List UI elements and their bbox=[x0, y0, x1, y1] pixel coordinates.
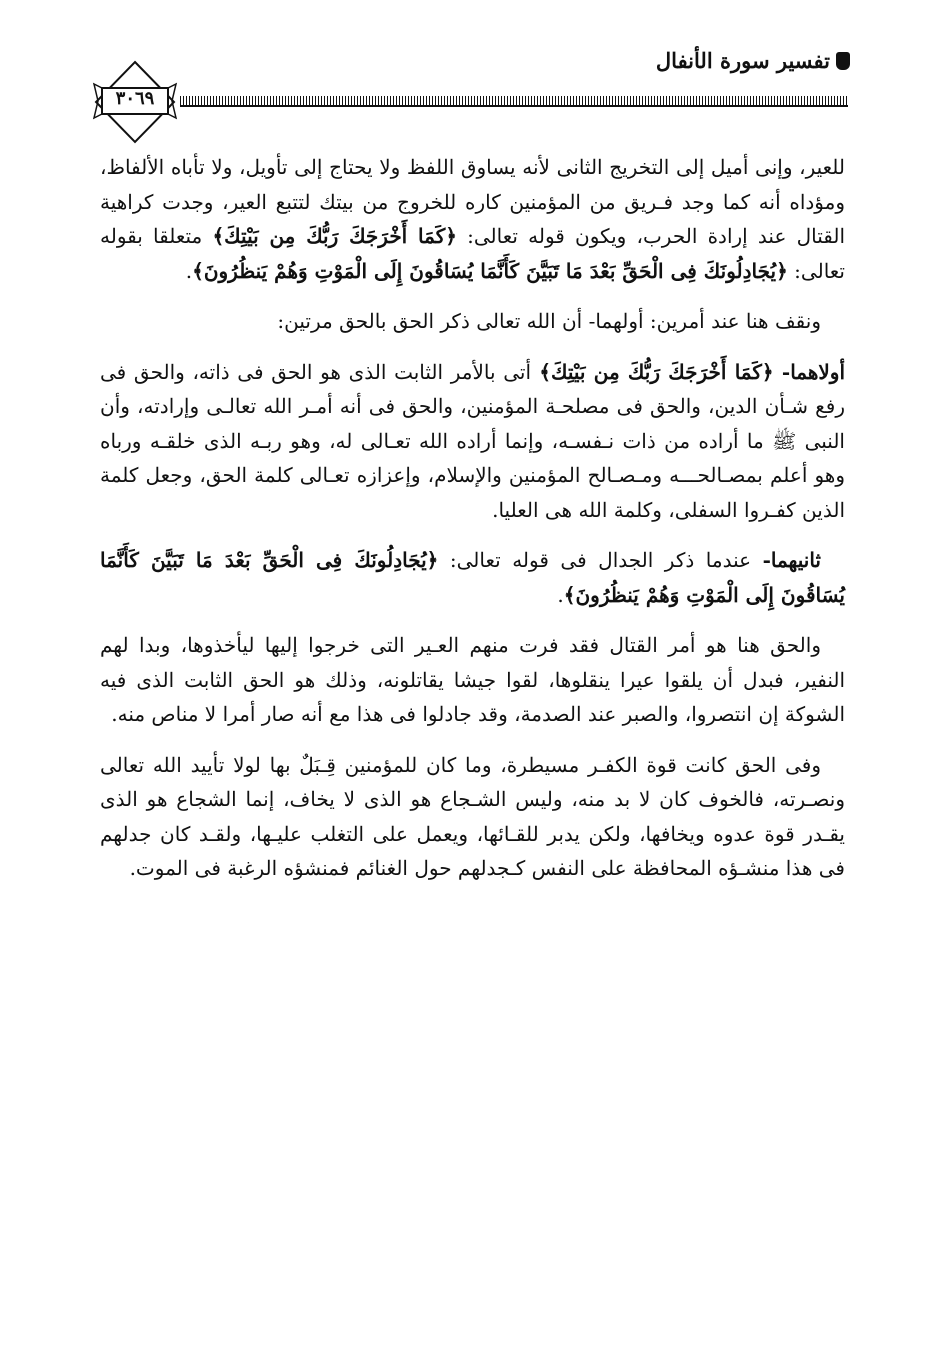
paragraph-3 bbox=[100, 355, 845, 528]
header-rule-line bbox=[180, 105, 848, 107]
quran-quote: ﴿كَمَا أَخْرَجَكَ رَبُّكَ مِن بَيْتِكَ﴾ bbox=[531, 359, 782, 384]
paragraph-text: أتى بالأمر الثابت الذى هو الحق فى ذاته، والحق فى رفع شـأن الدين، والحق فى مصلحـة المؤمنين، والحق فى أنه أمـر الله تعالـى وإرادته، وأن النبى ﷺ ما أراده من ذات نـفسـه، وإنما أراده الله تعـالى له، وهو ربـه الذى خلقـه ورباه وهو أعلم بمصـالحـــه ومـصـالح المؤمنين والإسلام، وإعزازه تعـالى كلمة الحق، وجعل كلمة الذين كفـروا السفلى، وكلمة الله هى العليا. bbox=[100, 359, 845, 522]
ornament-icon bbox=[836, 52, 850, 70]
paragraph-4 bbox=[100, 543, 845, 612]
paragraph-1 bbox=[100, 150, 845, 288]
paragraph-5 bbox=[100, 628, 845, 732]
lead-heading: ثانيهما- bbox=[762, 548, 821, 572]
paragraph-text: متعلقا بقوله تعالى: bbox=[100, 224, 845, 283]
paragraph-text: للعير، وإنى أميل إلى التخريج الثانى لأنه يساوق اللفظ ولا يحتاج إلى تأويل، ولا تأباه الألفاظ، ومؤداه أنه كما وجد فـريق من المؤمنين كاره للخروج من بيتك لتتبع العير، وجدت كراهية القتال عند إرادة الحرب، ويكون قوله تعالى: bbox=[100, 155, 845, 248]
punctuation: . bbox=[557, 582, 564, 607]
lead-heading: أولاهما- bbox=[781, 359, 846, 384]
header-rule bbox=[180, 96, 848, 105]
punctuation: . bbox=[185, 258, 193, 283]
quran-quote: ﴿يُجَادِلُونَكَ فِى الْحَقِّ بَعْدَ مَا تَبَيَّنَ كَأَنَّمَا يُسَاقُونَ إِلَى الْمَوْتِ وَهُمْ يَنظُرُونَ﴾ bbox=[100, 548, 845, 607]
paragraph-2 bbox=[100, 304, 845, 339]
paragraph-text: ونقف هنا عند أمرين: أولهما- أن الله تعالى ذكر الحق بالحق مرتين: bbox=[277, 309, 821, 333]
paragraph-text: عندما ذكر الجدال فى قوله تعالى: bbox=[438, 548, 763, 572]
paragraph-text: والحق هنا هو أمر القتال فقد فرت منهم العـير التى خرجوا إليها ليأخذوها، وبدا لهم النفير، فبدل أن يلقوا عيرا ينقلوها، لقوا جيشا يقاتلونه، وذلك هو الحق الثابت الذى فيه الشوكة إن انتصروا، والصبر عند الصدمة، وقد جادلوا فى هذا مع أنه صار أمرا لا مناص منه. bbox=[100, 633, 845, 726]
page-number: ٣٠٦٩ bbox=[115, 88, 155, 109]
surah-title bbox=[656, 48, 850, 73]
body-text bbox=[100, 150, 845, 886]
quran-quote: ﴿كَمَا أَخْرَجَكَ رَبُّكَ مِن بَيْتِكَ﴾ bbox=[212, 224, 457, 248]
running-header bbox=[90, 38, 850, 148]
header-title-text: تفسير سورة الأنفال bbox=[655, 48, 830, 73]
paragraph-6 bbox=[100, 748, 845, 886]
page-number-badge bbox=[90, 58, 180, 148]
quran-quote: ﴿يُجَادِلُونَكَ فِى الْحَقِّ بَعْدَ مَا تَبَيَّنَ كَأَنَّمَا يُسَاقُونَ إِلَى الْمَوْتِ وَهُمْ يَنظُرُونَ﴾ bbox=[192, 258, 788, 283]
paragraph-text: وفى الحق كانت قوة الكفـر مسيطرة، وما كان للمؤمنين قِـبَلٌ بها لولا تأييد الله تعالى ونصـرته، فالخوف كان لا بد منه، وليس الشـجاع هو الذى لا يخاف، إنما الشجاع هو الذى يقـدر قوة عدوه ويخافها، ولكن يدبر للقـائها، ويعمل على التغلب عليـها، ولقـد كان جدلهم فى هذا منشـؤه المحافظة على النفس كـجدلهم حول الغنائم فمنشؤه الرغبة فى الموت. bbox=[100, 752, 845, 880]
